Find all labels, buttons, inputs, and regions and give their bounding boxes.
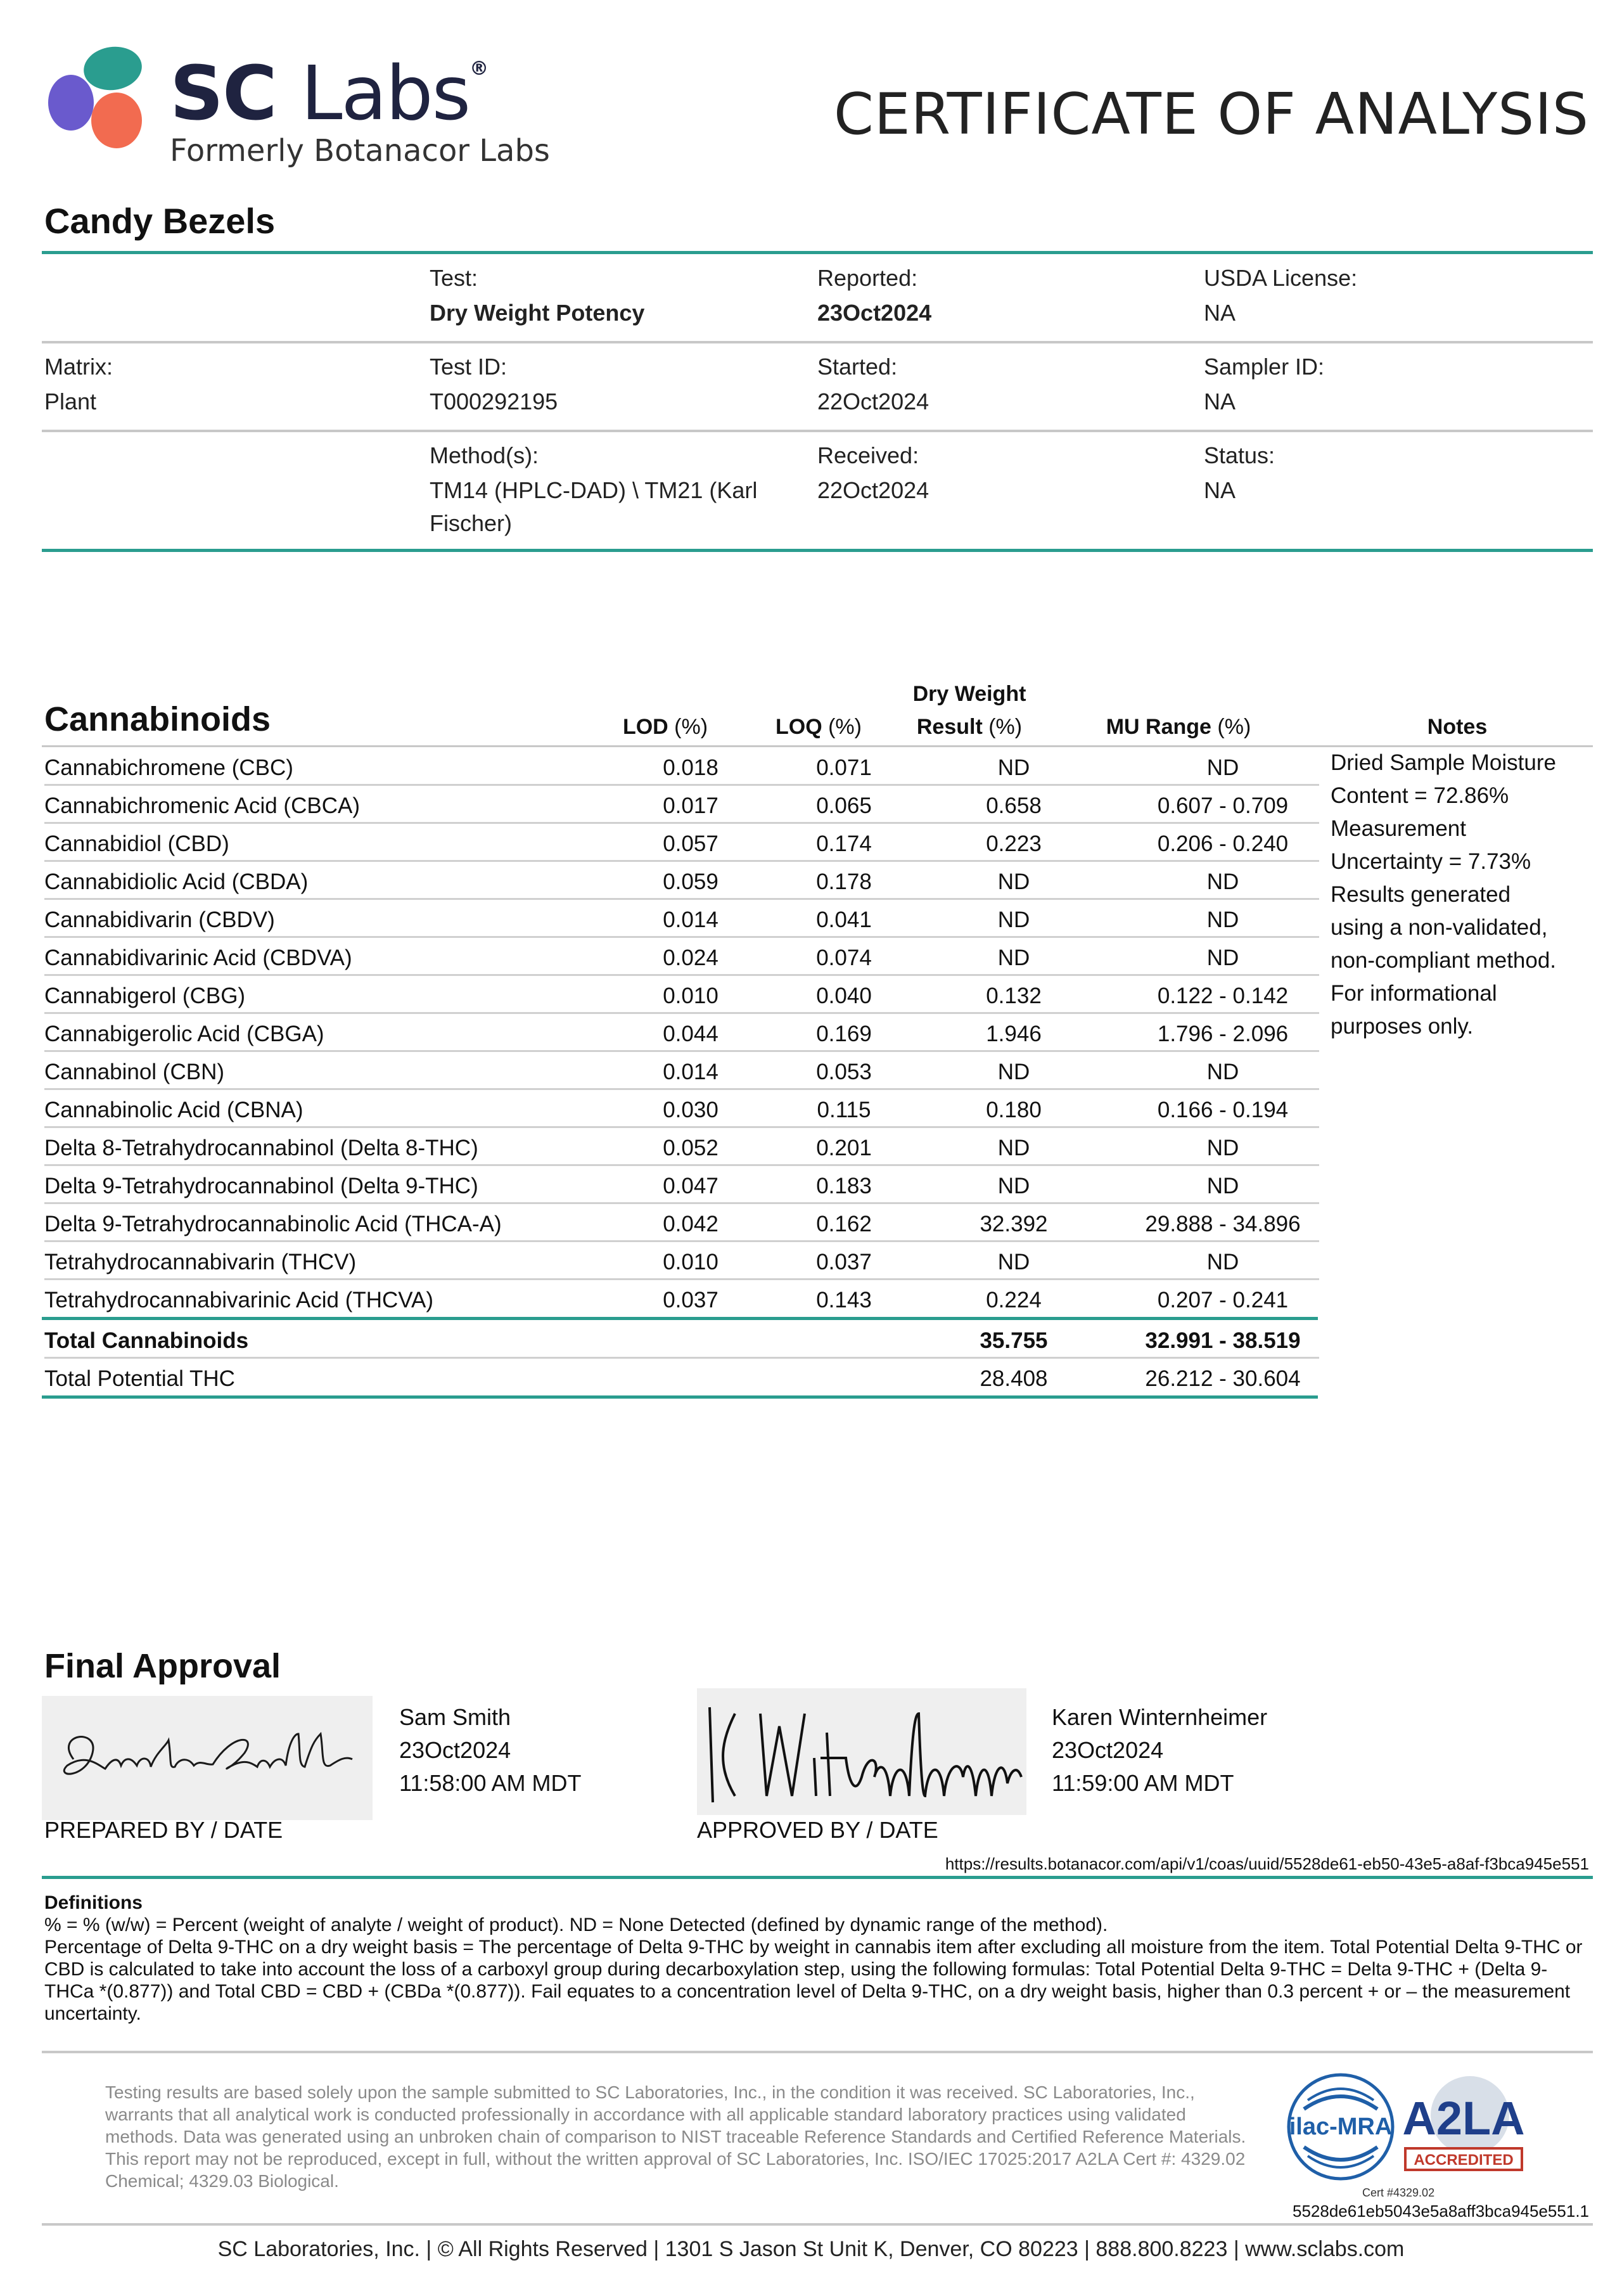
- notes-header: Notes: [1427, 715, 1488, 739]
- total-cannabinoids-row: [44, 1321, 1319, 1359]
- loq-value: 0.053: [816, 1060, 872, 1084]
- status-value: NA: [1204, 477, 1236, 503]
- table-row: [44, 1128, 1319, 1166]
- reported-value: 23Oct2024: [817, 300, 932, 326]
- usda-label: USDA License:: [1204, 265, 1358, 291]
- notes-line: using a non-validated,: [1331, 915, 1548, 940]
- result-value: ND: [997, 1250, 1030, 1274]
- loq-value: 0.201: [816, 1136, 872, 1160]
- total-top-divider: [42, 1317, 1318, 1320]
- analyte-name: Cannabidiolic Acid (CBDA): [44, 869, 309, 894]
- product-divider: [42, 251, 1593, 254]
- notes-line: non-compliant method.: [1331, 948, 1557, 973]
- notes-line: Dried Sample Moisture: [1331, 750, 1556, 775]
- lod-header: [602, 715, 729, 740]
- loq-value: 0.162: [816, 1212, 872, 1236]
- result-value: 32.392: [980, 1212, 1048, 1236]
- analyte-name: Tetrahydrocannabivarin (THCV): [44, 1250, 357, 1274]
- definitions-line1: % = % (w/w) = Percent (weight of analyte / weight of product). ND = None Detected (defined by dynamic range of the method).: [44, 1914, 1108, 1935]
- analyte-name: Cannabinolic Acid (CBNA): [44, 1098, 303, 1122]
- matrix-label: Matrix:: [44, 354, 113, 380]
- analyte-name: Cannabidiol (CBD): [44, 831, 229, 856]
- total-cannabinoids-mu: 32.991 - 38.519: [1145, 1328, 1301, 1353]
- notes-block: [1331, 747, 1584, 1043]
- notes-line: Measurement: [1331, 816, 1466, 841]
- total-thc-mu: 26.212 - 30.604: [1145, 1366, 1301, 1391]
- test-value: Dry Weight Potency: [430, 300, 645, 326]
- approved-by-time: 11:59:00 AM MDT: [1052, 1770, 1234, 1796]
- logo-name-bold: SC: [170, 49, 276, 137]
- method-label: Method(s):: [430, 442, 539, 468]
- sampler-id-value: NA: [1204, 388, 1236, 414]
- mu-value: 0.607 - 0.709: [1157, 793, 1289, 818]
- approved-by-name: Karen Winternheimer: [1052, 1704, 1268, 1730]
- analyte-name: Cannabichromenic Acid (CBCA): [44, 793, 360, 818]
- prepared-signature-image: [42, 1696, 373, 1820]
- loq-value: 0.041: [816, 907, 872, 932]
- a2la-accredited-logo-icon: [1400, 2071, 1527, 2183]
- started-value: 22Oct2024: [817, 388, 929, 414]
- method-value-line2: Fischer): [430, 510, 513, 536]
- result-value: ND: [997, 1060, 1030, 1084]
- mu-value: ND: [1206, 1136, 1239, 1160]
- mu-value: ND: [1206, 1174, 1239, 1198]
- result-value: ND: [997, 1174, 1030, 1198]
- result-header-label: Result: [916, 715, 983, 739]
- notes-line: Uncertainty = 7.73%: [1331, 849, 1531, 874]
- lod-value: 0.044: [663, 1022, 718, 1046]
- table-row: [44, 1090, 1319, 1128]
- table-row: [44, 1014, 1319, 1052]
- loq-value: 0.183: [816, 1174, 872, 1198]
- cannabinoids-title: Cannabinoids: [44, 700, 271, 738]
- table-row: [44, 1280, 1319, 1318]
- lod-value: 0.018: [663, 755, 718, 780]
- certificate-title: CERTIFICATE OF ANALYSIS: [833, 81, 1589, 148]
- approved-signature-image: [697, 1688, 1026, 1815]
- total-thc-label: Total Potential THC: [44, 1366, 235, 1391]
- loq-value: 0.178: [816, 869, 872, 894]
- loq-header: [755, 715, 882, 740]
- mu-value: ND: [1206, 755, 1239, 780]
- a2la-text: A2LA: [1402, 2092, 1525, 2145]
- test-id-value: T000292195: [430, 388, 558, 414]
- approved-signature-box: [697, 1688, 1026, 1815]
- footer-divider: [42, 2223, 1593, 2226]
- analyte-name: Cannabidivarinic Acid (CBDVA): [44, 946, 352, 970]
- table-row: [44, 824, 1319, 862]
- prepared-signature-box: [42, 1696, 373, 1820]
- table-row: [44, 1166, 1319, 1204]
- result-value: ND: [997, 907, 1030, 932]
- method-value-line1: TM14 (HPLC-DAD) \ TM21 (Karl: [430, 477, 758, 503]
- registered-mark: ®: [469, 58, 488, 80]
- mu-value: ND: [1206, 869, 1239, 894]
- loq-value: 0.074: [816, 946, 872, 970]
- result-value: 0.658: [986, 793, 1042, 818]
- approved-by-date: 23Oct2024: [1052, 1737, 1164, 1763]
- loq-value: 0.037: [816, 1250, 872, 1274]
- info-divider-1: [42, 341, 1593, 343]
- result-value: 0.132: [986, 984, 1042, 1008]
- info-divider-2: [42, 430, 1593, 432]
- result-value: 0.180: [986, 1098, 1042, 1122]
- result-value: ND: [997, 946, 1030, 970]
- approved-by-label: APPROVED BY / DATE: [697, 1817, 938, 1843]
- loq-value: 0.071: [816, 755, 872, 780]
- total-cannabinoids-result: 35.755: [980, 1328, 1048, 1353]
- mu-value: ND: [1206, 1250, 1239, 1274]
- lod-value: 0.014: [663, 1060, 718, 1084]
- analyte-name: Cannabigerol (CBG): [44, 984, 246, 1008]
- footer-text: SC Laboratories, Inc. | © All Rights Reserved | 1301 S Jason St Unit K, Denver, CO 80223 | 888.800.8223 | www.sclabs.com: [217, 2237, 1405, 2261]
- loq-value: 0.040: [816, 984, 872, 1008]
- loq-value: 0.115: [817, 1098, 871, 1122]
- analyte-name: Cannabinol (CBN): [44, 1060, 225, 1084]
- result-header-line2: [900, 715, 1039, 740]
- lod-value: 0.030: [663, 1098, 718, 1122]
- analyte-name: Cannabidivarin (CBDV): [44, 907, 275, 932]
- info-bottom-divider: [42, 549, 1593, 552]
- loq-header-unit: (%): [828, 715, 862, 739]
- final-approval-title: Final Approval: [44, 1647, 281, 1685]
- lod-value: 0.052: [663, 1136, 718, 1160]
- notes-line: Content = 72.86%: [1331, 783, 1509, 808]
- mu-value: 0.122 - 0.142: [1157, 984, 1289, 1008]
- ilac-text: ilac-MRA: [1289, 2113, 1393, 2140]
- sc-labs-logo-mark: [42, 42, 156, 156]
- analyte-name: Cannabichromene (CBC): [44, 755, 293, 780]
- usda-value: NA: [1204, 300, 1236, 326]
- table-row: [44, 900, 1319, 938]
- table-row: [44, 786, 1319, 824]
- test-id-label: Test ID:: [430, 354, 508, 380]
- result-value: 0.223: [986, 831, 1042, 856]
- total-thc-row: [44, 1359, 1319, 1397]
- analyte-name: Cannabigerolic Acid (CBGA): [44, 1022, 324, 1046]
- lod-header-unit: (%): [674, 715, 708, 739]
- cert-number: Cert #4329.02: [1362, 2186, 1435, 2199]
- lod-value: 0.010: [663, 1250, 718, 1274]
- definitions-divider: [42, 2051, 1593, 2053]
- product-name: Candy Bezels: [44, 201, 276, 241]
- lod-value: 0.010: [663, 984, 718, 1008]
- result-value: ND: [997, 1136, 1030, 1160]
- lod-value: 0.057: [663, 831, 718, 856]
- table-row: [44, 1204, 1319, 1242]
- lod-value: 0.047: [663, 1174, 718, 1198]
- received-value: 22Oct2024: [817, 477, 929, 503]
- result-header-unit: (%): [988, 715, 1023, 739]
- mu-value: ND: [1206, 907, 1239, 932]
- accredited-text: ACCREDITED: [1414, 2152, 1514, 2169]
- logo-wordmark: [170, 49, 488, 137]
- mu-header-unit: (%): [1217, 715, 1251, 739]
- sampler-id-label: Sampler ID:: [1204, 354, 1325, 380]
- prepared-by-time: 11:58:00 AM MDT: [399, 1770, 582, 1796]
- total-thc-result: 28.408: [980, 1366, 1048, 1391]
- result-value: 1.946: [986, 1022, 1042, 1046]
- test-label: Test:: [430, 265, 478, 291]
- matrix-value: Plant: [44, 388, 97, 414]
- received-label: Received:: [817, 442, 919, 468]
- disclaimer-text: Testing results are based solely upon the sample submitted to SC Laboratories, Inc., in the condition it was received. SC Laboratories, Inc., warrants that all analytical work is conducted professionally in accordance with all applicable standard laboratory practices using validated methods. Data was generated using an unbroken chain of comparison to NIST traceable Reference Standards and Certified Reference Materials. This report may not be reproduced, except in full, without the written approval of SC Laboratories, Inc. ISO/IEC 17025:2017 A2LA Cert #: 4329.02 Chemical; 4329.03 Biological.: [105, 2082, 1246, 2191]
- analyte-name: Tetrahydrocannabivarinic Acid (THCVA): [44, 1288, 434, 1312]
- lod-header-label: LOD: [622, 715, 668, 739]
- results-url[interactable]: https://results.botanacor.com/api/v1/coas/uuid/5528de61-eb50-43e5-a8af-f3bca945e551: [945, 1854, 1589, 1873]
- total-cannabinoids-label: Total Cannabinoids: [44, 1328, 249, 1353]
- ilac-mra-seal-icon: [1285, 2071, 1396, 2183]
- prepared-by-label: PREPARED BY / DATE: [44, 1817, 283, 1843]
- loq-header-label: LOQ: [775, 715, 822, 739]
- analyte-name: Delta 9-Tetrahydrocannabinol (Delta 9-THC): [44, 1174, 478, 1198]
- loq-value: 0.143: [816, 1288, 872, 1312]
- result-value: ND: [997, 869, 1030, 894]
- status-label: Status:: [1204, 442, 1275, 468]
- table-row: [44, 862, 1319, 900]
- analyte-name: Delta 9-Tetrahydrocannabinolic Acid (THCA-A): [44, 1212, 502, 1236]
- definitions-title: Definitions: [44, 1892, 143, 1913]
- prepared-by-date: 23Oct2024: [399, 1737, 511, 1763]
- logo-name-light: Labs: [300, 49, 470, 137]
- mu-value: 1.796 - 2.096: [1157, 1022, 1289, 1046]
- table-row: [44, 938, 1319, 976]
- mu-value: 0.206 - 0.240: [1157, 831, 1289, 856]
- definitions-block: [44, 1892, 1590, 2025]
- loq-value: 0.169: [816, 1022, 872, 1046]
- mu-value: ND: [1206, 946, 1239, 970]
- table-bottom-divider: [42, 1395, 1318, 1399]
- prepared-by-name: Sam Smith: [399, 1704, 511, 1730]
- mu-header: [1077, 715, 1280, 740]
- document-hash: 5528de61eb5043e5a8aff3bca945e551.1: [1293, 2202, 1589, 2221]
- result-value: 0.224: [986, 1288, 1042, 1312]
- lod-value: 0.042: [663, 1212, 718, 1236]
- mu-header-label: MU Range: [1106, 715, 1211, 739]
- lod-value: 0.024: [663, 946, 718, 970]
- result-value: ND: [997, 755, 1030, 780]
- mu-value: ND: [1206, 1060, 1239, 1084]
- loq-value: 0.174: [816, 831, 872, 856]
- notes-line: purposes only.: [1331, 1014, 1474, 1039]
- reported-label: Reported:: [817, 265, 918, 291]
- started-label: Started:: [817, 354, 898, 380]
- notes-line: Results generated: [1331, 882, 1511, 907]
- notes-line: For informational: [1331, 981, 1497, 1006]
- table-row: [44, 748, 1319, 786]
- lod-value: 0.017: [663, 793, 718, 818]
- logo-subtitle: Formerly Botanacor Labs: [170, 133, 550, 169]
- lod-value: 0.059: [663, 869, 718, 894]
- url-divider: [42, 1876, 1593, 1879]
- mu-value: 0.207 - 0.241: [1157, 1288, 1289, 1312]
- mu-value: 29.888 - 34.896: [1145, 1212, 1301, 1236]
- analyte-name: Delta 8-Tetrahydrocannabinol (Delta 8-THC): [44, 1136, 478, 1160]
- table-row: [44, 1052, 1319, 1090]
- lod-value: 0.014: [663, 907, 718, 932]
- loq-value: 0.065: [816, 793, 872, 818]
- mu-value: 0.166 - 0.194: [1157, 1098, 1289, 1122]
- lod-value: 0.037: [663, 1288, 718, 1312]
- table-row: [44, 1242, 1319, 1280]
- table-row: [44, 976, 1319, 1014]
- result-header-line1: Dry Weight: [912, 682, 1026, 706]
- definitions-line2: Percentage of Delta 9-THC on a dry weight basis = The percentage of Delta 9-THC by weight in cannabis item after excluding all moisture from the item. Total Potential Delta 9-THC or CBD is calculated to take into account the loss of a carboxyl group during decarboxylation step, using the following formulas: Total Potential Delta 9-THC = Delta 9-THC + (Delta 9-THCa *(0.877)) and Total CBD = CBD + (CBDa *(0.877)). Fail equates to a concentration level of Delta 9-THC, on a dry weight basis, higher than 0.3 percent + or – the measurement uncertainty.: [44, 1937, 1583, 2024]
